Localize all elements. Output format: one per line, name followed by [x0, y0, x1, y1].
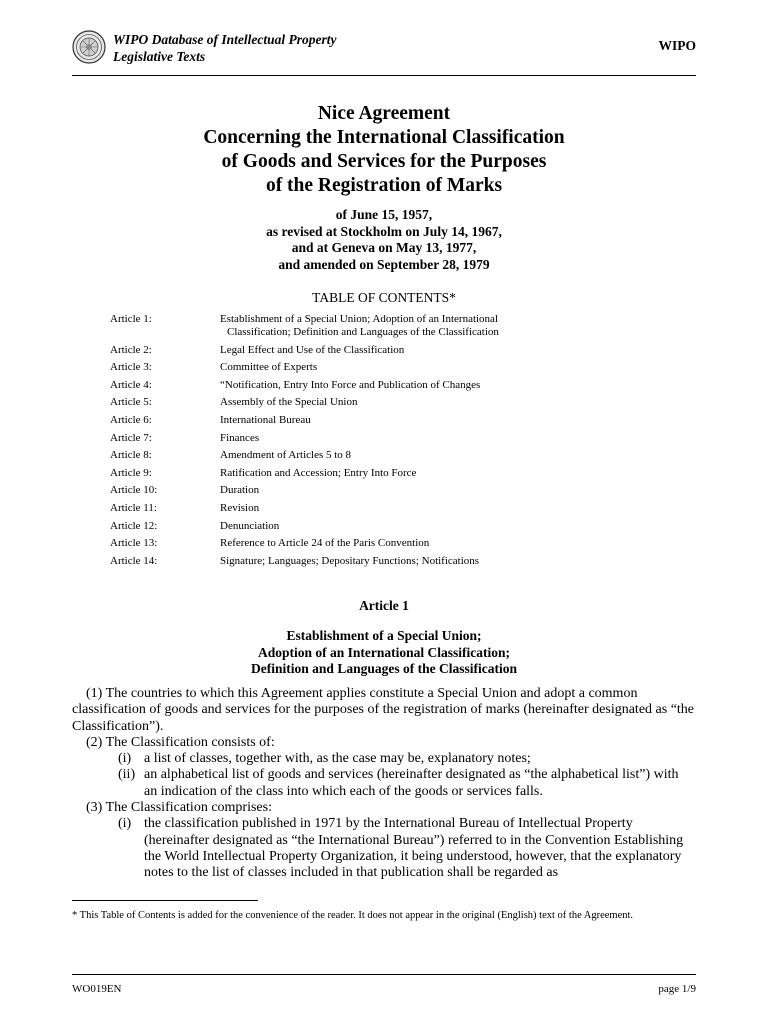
paragraph-2-item-i [72, 751, 694, 767]
toc-row[interactable] [110, 537, 670, 550]
toc-article-title: Assembly of the Special Union [220, 396, 358, 409]
toc-article-number: Article 7: [110, 431, 152, 444]
item-text: a list of classes, together with, as the case may be, explanatory notes; [144, 751, 531, 767]
toc-article-number: Article 13: [110, 537, 158, 550]
header-divider [72, 75, 696, 76]
footer-divider [72, 974, 696, 975]
toc-article-title: Signature; Languages; Depositary Functions; Notifications [220, 554, 480, 567]
toc-article-number: Article 14: [110, 554, 158, 567]
toc-row[interactable] [110, 484, 670, 497]
item-number: (ii) [118, 767, 136, 783]
toc-article-title: Finances [220, 431, 260, 444]
item-text: the classification published in 1971 by the International Bureau of Intellectual Property (hereinafter designated as “the International Bureau”) referred to in the Convention Establishing the World Intellectual Property Organization, it being understood, however, that the explanatory notes to the list of classes included in that publication shall be regarded as [144, 816, 684, 881]
toc-article-number: Article 4: [110, 378, 152, 391]
toc-row[interactable] [110, 414, 670, 427]
toc-row[interactable] [110, 520, 670, 533]
header-org-label: WIPO [658, 38, 696, 53]
toc-article-number: Article 5: [110, 396, 152, 409]
toc-article-title: Amendment of Articles 5 to 8 [220, 449, 352, 462]
item-number: (i) [118, 816, 132, 832]
toc-article-title: Establishment of a Special Union; Adoption of an International [220, 313, 498, 325]
article-body [72, 686, 694, 882]
dates-line4: and amended on September 28, 1979 [278, 256, 490, 272]
toc-row[interactable] [110, 502, 670, 515]
toc-article-title: Denunciation [220, 519, 280, 532]
toc-row[interactable] [110, 396, 670, 409]
header-title-line1: WIPO Database of Intellectual Property [113, 32, 337, 47]
toc-article-title: Reference to Article 24 of the Paris Convention [220, 537, 430, 550]
toc-article-title: “Notification, Entry Into Force and Publication of Changes [220, 378, 481, 391]
toc-article-number: Article 9: [110, 466, 152, 479]
toc-article-number: Article 3: [110, 361, 152, 374]
toc-article-title: Legal Effect and Use of the Classification [220, 343, 405, 356]
toc-row[interactable] [110, 379, 670, 392]
toc-article-number: Article 6: [110, 413, 152, 426]
dates-line2: as revised at Stockholm on July 14, 1967, [266, 223, 502, 239]
page-number: page 1/9 [658, 983, 696, 995]
document-dates [0, 207, 768, 273]
paragraph-3: (3) The Classification comprises: [86, 800, 272, 816]
paragraph-2-item-ii [72, 767, 694, 800]
toc-article-number: Article 12: [110, 519, 158, 532]
dates-line3: and at Geneva on May 13, 1977, [291, 240, 477, 255]
paragraph-1: (1) The countries to which this Agreement applies constitute a Special Union and adopt a common classification of goods and services for the purposes of the registration of marks (hereinafter designated as “the Classification”). [72, 686, 695, 734]
toc-article-number: Article 1: [110, 313, 152, 325]
toc-article-title: Revision [220, 501, 260, 514]
toc-article-number: Article 10: [110, 484, 158, 497]
toc-row[interactable] [110, 449, 670, 462]
title-line2: Concerning the International Classification [203, 127, 565, 148]
toc-row[interactable] [110, 344, 670, 357]
item-number: (i) [118, 751, 132, 767]
toc-article-title: Ratification and Accession; Entry Into Force [220, 466, 417, 479]
header-title-line2: Legislative Texts [113, 49, 206, 64]
table-of-contents [110, 313, 670, 572]
document-title [0, 102, 768, 198]
toc-article-title: Duration [220, 484, 260, 497]
page-header [72, 28, 696, 72]
title-line1: Nice Agreement [317, 103, 451, 124]
item-text: an alphabetical list of goods and services (hereinafter designated as “the alphabetical list”) with an indication of the class into which each of the goods or services falls. [144, 767, 679, 799]
toc-row[interactable] [110, 313, 670, 339]
article-subheading [0, 628, 768, 678]
wipo-seal-icon [72, 30, 106, 64]
document-id: WO019EN [72, 983, 122, 995]
article-heading: Article 1 [359, 598, 409, 613]
toc-article-title: International Bureau [220, 413, 311, 426]
toc-article-number: Article 8: [110, 449, 152, 462]
toc-row[interactable] [110, 555, 670, 568]
toc-article-number: Article 11: [110, 501, 157, 514]
title-line3: of Goods and Services for the Purposes [221, 151, 547, 172]
footnote: * This Table of Contents is added for the convenience of the reader. It does not appear in the original (English) text of the Agreement. [72, 910, 634, 921]
toc-row[interactable] [110, 361, 670, 374]
toc-article-number: Article 2: [110, 343, 152, 356]
paragraph-2: (2) The Classification consists of: [86, 734, 275, 750]
article-subheading-line1: Establishment of a Special Union; [286, 628, 482, 643]
header-title [113, 31, 336, 65]
toc-row[interactable] [110, 432, 670, 445]
toc-article-title-cont: Classification; Definition and Languages of the Classification [227, 326, 499, 338]
article-subheading-line3: Definition and Languages of the Classification [251, 661, 517, 676]
title-line4: of the Registration of Marks [265, 175, 503, 196]
toc-heading: TABLE OF CONTENTS* [312, 290, 456, 305]
paragraph-3-item-i [72, 816, 694, 881]
toc-article-title: Committee of Experts [220, 361, 318, 374]
article-subheading-line2: Adoption of an International Classification; [257, 644, 511, 660]
dates-line1: of June 15, 1957, [335, 207, 433, 222]
footnote-divider [72, 900, 258, 901]
toc-row[interactable] [110, 467, 670, 480]
